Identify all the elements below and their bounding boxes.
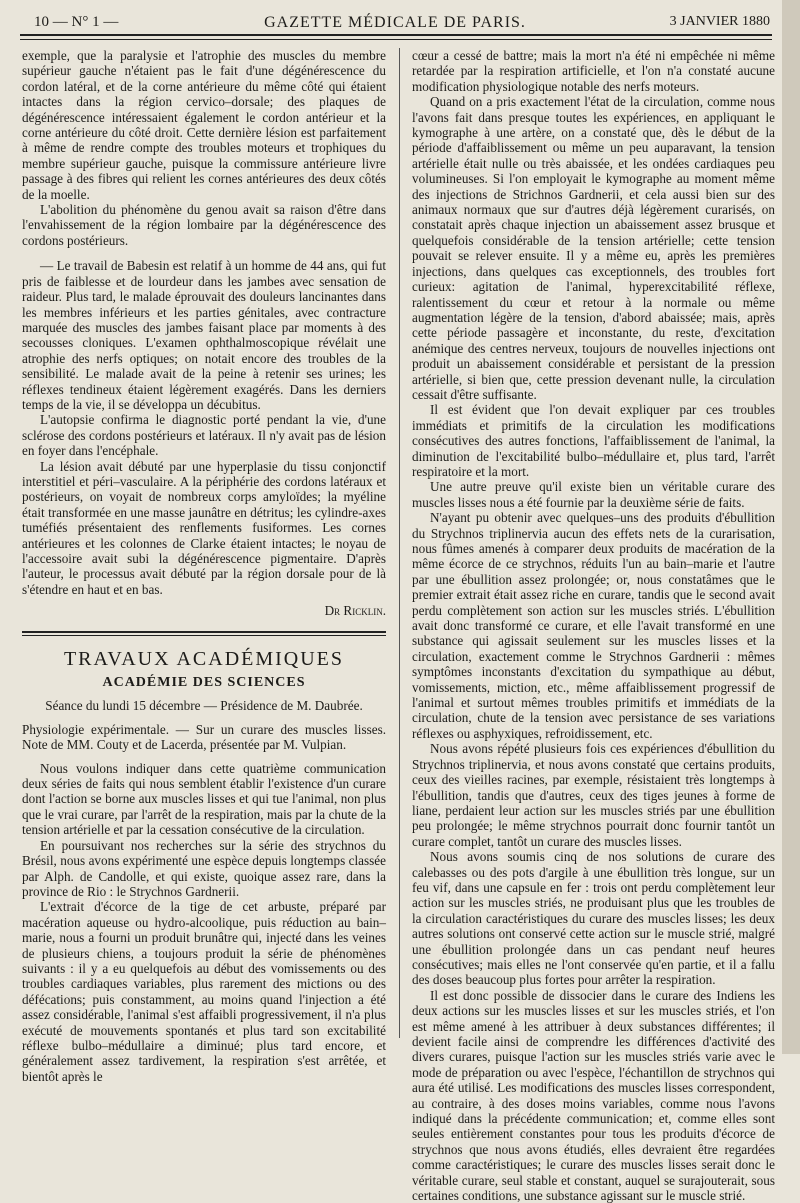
session-line: Séance du lundi 15 décembre — Présidence de M. Daubrée.	[45, 698, 363, 714]
paragraph: exemple, que la paralysie et l'atrophie des muscles du membre supérieur gauche n'étaient pas le fait d'une dégénérescence du cordon latéral, et de la corne antérieure du même côté qui étaient intactes dans la région cervico–dorsale; des plaques de dégénérescence intéressaient également le cordon antérieur et la corne antérieure du côté droit. Cette dernière lésion est parfaitement à même de rendre compte des troubles moteurs et trophiques du membre supérieur gauche, puisque la commissure antérieure livre passage à des fibres qui relient les cornes antérieures des deux côtés de la moelle.	[22, 48, 386, 202]
section-title: TRAVAUX ACADÉMIQUES	[63, 647, 345, 670]
paragraph: L'autopsie confirma le diagnostic porté pendant la vie, d'une sclérose des cordons postérieurs et latéraux. Il n'y avait pas de lésion en foyer dans l'encéphale.	[22, 412, 386, 459]
paragraph: Il est évident que l'on devait expliquer par ces troubles immédiats et primitifs de la circulation les modifications consécutives des autres fonctions, l'affaiblissement de l'animal, la diminution de l'excitabilité bulbo–médullaire et, plus tard, l'arrêt respiratoire et la mort.	[412, 402, 775, 479]
paragraph: L'abolition du phénomène du genou avait sa raison d'être dans l'envahissement de la région lombaire par la dégénérescence des cordons postérieurs.	[22, 202, 386, 248]
paragraph: En poursuivant nos recherches sur la série des strychnos du Brésil, nous avons expérimenté une espèce depuis longtemps classée par Alph. de Candolle, et qui existe, quoique assez rare, dans la province de Rio : le Strychnos Gardnerii.	[22, 837, 386, 899]
paragraph: — Le travail de Babesin est relatif à un homme de 44 ans, qui fut pris de faiblesse et de lourdeur dans les jambes avec sensation de raideur. Plus tard, le malade éprouvait des douleurs lancinantes dans les membres inférieurs et les parties génitales, avec contracture marquée des muscles des jambes faisant place par moments à des secousses cloniques. L'examen ophthalmoscopique révélait une atrophie des nerfs optiques; on notait encore des troubles de la sensibilité. Le malade avait de la peine à retenir ses urines; les réflexes tendineux étaient légèrement exagérés. Dans les derniers temps de la vie, il se développa un décubitus.	[22, 258, 386, 412]
paragraph: N'ayant pu obtenir avec quelques–uns des produits d'ébullition du Strychnos triplinervia aucun des effets nets de la curarisation, nous fûmes amenés à comparer deux produits de macération de la même écorce de ce strychnos, réduits l'un au bain–marie et l'autre par une ébullition assez prolongée; or, nous constatâmes que le premier extrait était assez riche en curare, tandis que le second avait perdu complètement son action sur les muscles striés. L'ébullition avait donc transformé ce curare, et elle l'avait transformé en une substance qui agissait seulement sur les muscles lisses et la circulation, exactement comme le Strychnos Gardnerii : mêmes symptômes inconstants d'excitation du sympathique au début, vomissements, miction, etc., même affaiblissement progressif de l'animal et surtout mêmes troubles primitifs et immédiats de la circulation, chute de la tension avec persistance de ses variations réflexes ou asphyxiques, refroidissement, etc.	[412, 510, 775, 741]
author-signature: Dr Ricklin.	[324, 603, 386, 619]
right-column	[412, 48, 775, 1203]
section-divider	[22, 631, 386, 636]
paragraph: Nous voulons indiquer dans cette quatrième communication deux séries de faits qui nous semblent établir l'existence d'un curare dont l'action se borne aux muscles lisses et qui tue l'animal, non plus que le vrai curare, par l'arrêt de la respiration, mais par la chute de la tension artérielle et par la cessation consécutive de la circulation.	[22, 760, 386, 838]
header-rule	[20, 34, 772, 40]
page-number: 10 — N° 1 —	[34, 14, 119, 30]
section-subtitle: ACADÉMIE DES SCIENCES	[102, 675, 306, 691]
paragraph: Il est donc possible de dissocier dans le curare des Indiens les deux actions sur les muscles lisses et sur les muscles striés, et l'on est même amené à les attribuer à deux substances différentes; il devient facile ainsi de comprendre les différences d'activité des divers curares, puisque l'action sur les muscles striés varie avec le mode de préparation ou avec l'espèce, l'échantillon de strychnos qui aura été utilisé. Les modifications des muscles lisses correspondent, au contraire, à des doses moins variables, comme nous l'avons indiqué dans la précédente communication; et, comme elles sont seules entièrement constantes pour tous les produits d'écorce de strychnos que nous avons étudiés, elles devraient être regardées comme caractéristiques; le curare des muscles lisses serait donc le véritable curare, seul stable et constant, auquel se surajouterait, sous certaines conditions, une substance agissant sur le muscle strié.	[412, 987, 775, 1203]
paragraph: Nous avons soumis cinq de nos solutions de curare des calebasses ou des pots d'argile à une ébullition très longue, sur un feu vif, dans une capsule en fer : trois ont perdu complètement leur action sur les muscles striés, ne produisant plus que les troubles de la circulation caractéristiques du curare des muscles lisses; les deux autres solutions ont conservé cette action sur le muscle strié, malgré une ébullition prolongée dans un cas pendant neuf heures consécutives; mais elles ne l'ont conservée qu'en partie, et il a fallu des doses beaucoup plus fortes pour arrêter la respiration.	[412, 849, 775, 988]
left-column	[22, 48, 386, 1084]
journal-title: GAZETTE MÉDICALE DE PARIS.	[264, 14, 526, 31]
issue-date: 3 JANVIER 1880	[669, 14, 770, 29]
page-edge-shadow	[782, 0, 800, 1054]
note-heading: Physiologie expérimentale. — Sur un curare des muscles lisses. Note de MM. Couty et de Lacerda, présentée par M. Vulpian.	[22, 721, 386, 753]
paragraph: Nous avons répété plusieurs fois ces expériences d'ébullition du Strychnos triplinervia, et nous avons constaté que certains produits, ceux des vieilles racines, par exemple, résistaient très longtemps à l'ébullition, tandis que d'autres, ceux des tiges jeunes à forme de liane, perdaient leur action sur les muscles striés par une ébullition peu prolongée; le même strychnos pourrait donc fournir tantôt un curare complet, tantôt un curare des muscles lisses.	[412, 741, 775, 849]
paragraph: cœur a cessé de battre; mais la mort n'a été ni empêchée ni même retardée par la respiration artificielle, et l'on n'a constaté aucune modification physiologique notable des nerfs moteurs.	[412, 48, 775, 94]
column-rule	[399, 48, 400, 1038]
paragraph: L'extrait d'écorce de la tige de cet arbuste, préparé par macération aqueuse ou hydro-alcoolique, puis réduction au bain–marie, nous a fourni un produit brunâtre qui, injecté dans les veines de plusieurs chiens, a toujours produit la série de phénomènes suivants : il y a eu quelquefois au début des vomissements ou des troubles cardiaques variables, plus rarement des mictions ou des défécations; puis constamment, au moins quand l'injection a été assez considérable, l'animal s'est affaibli progressivement, il n'a plus exécuté de mouvements spontanés et plus tard son excitabilité réflexe bulbo–médullaire a diminué; plus tard encore, et généralement assez tardivement, la respiration s'est arrêtée, et bientôt après le	[22, 899, 386, 1084]
paragraph: Quand on a pris exactement l'état de la circulation, comme nous l'avons fait dans presque toutes les expériences, en appliquant le kymographe à une artère, on a constaté que, dès le début de la période d'affaiblissement ou même un peu auparavant, la tension artérielle était nulle ou très abaissée, et les ondées cardiaques peu volumineuses. Si l'on employait le kymographe au moment même des injections de Strichnos Gardnerii, et cela aussi bien sur des animaux normaux que sur d'autres déjà légèrement curarisés, on constatait après chaque injection un abaissement assez brusque et quelquefois considérable de la tension artérielle; cette tension pouvait se relever ensuite. Il y a même eu, après les premières injections, dans quelques cas exceptionnels, des troubles fort curieux: agitation de l'animal, hyperexcitabilité réflexe, ralentissement du cœur et retour à la normale ou même augmentation légère de la tension, d'abord abaissée; mais, après cette période passagère et inconstante, du reste, d'excitation anémique des centres nerveux, toujours de nouvelles injections ont produit un abaissement considérable et persistant de la pression artérielle, si bien que, cette pression devenant nulle, la circulation cessait d'être suffisante.	[412, 94, 775, 402]
paragraph: La lésion avait débuté par une hyperplasie du tissu conjonctif interstitiel et péri–vasculaire. A la périphérie des cordons latéraux et postérieurs, on voyait de nombreux corps amyloïdes; la myéline était transformée en une masse jaunâtre en détritus; les cylindre-axes tuméfiés présentaient des renflements fusiformes. Les cornes antérieures et les colonnes de Clarke étaient intactes; le noyau de l'accessoire avait subi la dégénérescence pigmentaire. D'après l'auteur, le processus avait débuté par la région dorsale pour de là s'étendre en haut et en bas.	[22, 458, 386, 597]
paragraph: Une autre preuve qu'il existe bien un véritable curare des muscles lisses nous a été fournie par la deuxième série de faits.	[412, 479, 775, 510]
